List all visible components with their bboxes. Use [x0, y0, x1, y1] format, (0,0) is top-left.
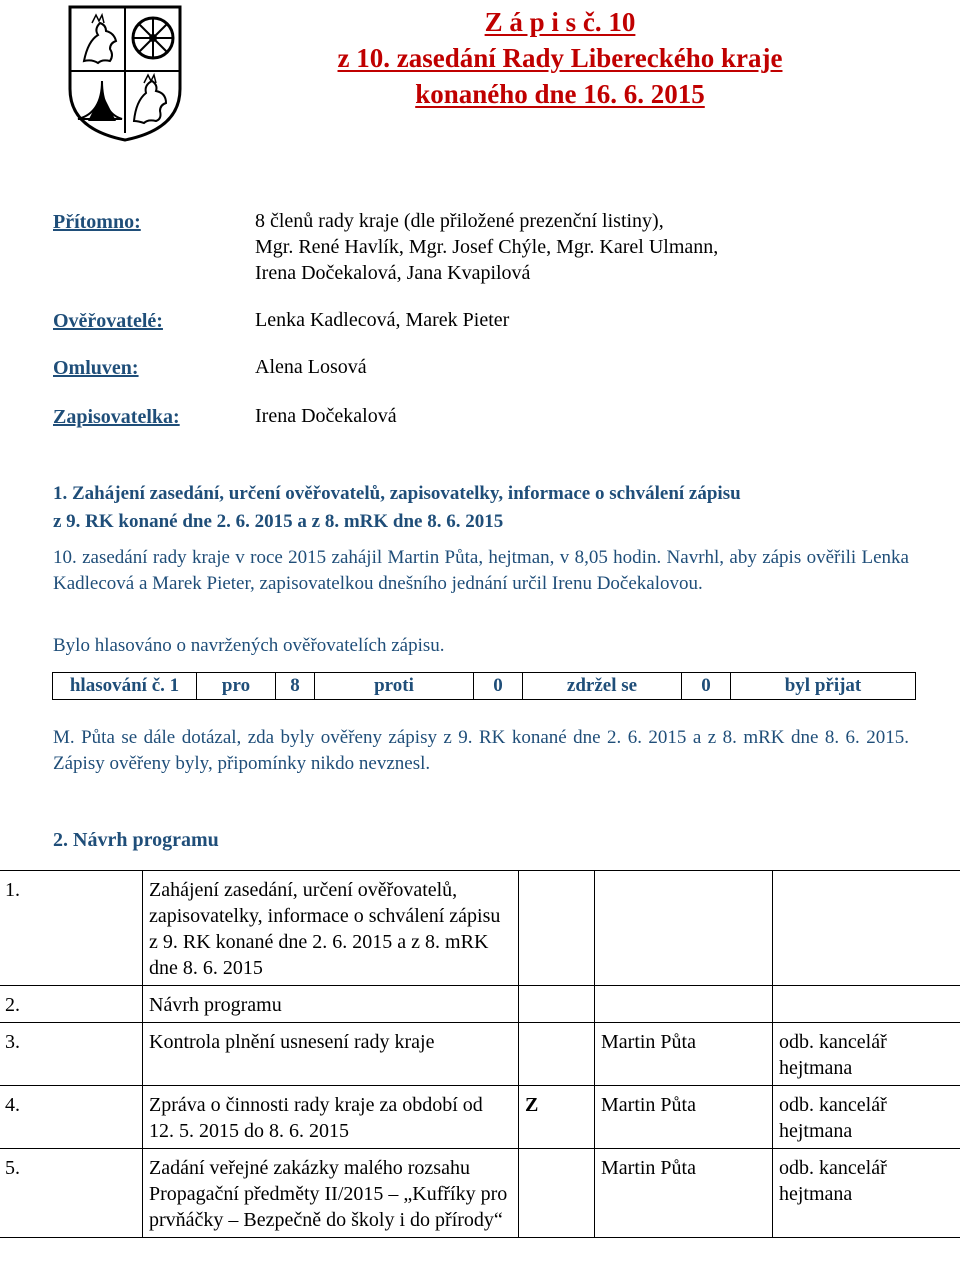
section-2-heading: 2. Návrh programu	[53, 829, 219, 851]
program-item-number: 1.	[0, 871, 143, 986]
program-item-department: odb. kancelář hejtmana	[773, 1023, 960, 1086]
program-item-number: 4.	[0, 1086, 143, 1149]
program-item-title: Kontrola plnění usnesení rady kraje	[143, 1023, 519, 1086]
program-row	[0, 1086, 960, 1149]
vote-against-label: proti	[315, 673, 474, 700]
vote-row	[53, 673, 916, 700]
program-item-presenter: Martin Půta	[595, 1023, 773, 1086]
present-label: Přítomno:	[53, 211, 141, 233]
vote-abstain-label: zdržel se	[523, 673, 682, 700]
recorder-label: Zapisovatelka:	[53, 406, 180, 428]
coat-of-arms-logo	[66, 3, 184, 143]
program-item-number: 5.	[0, 1149, 143, 1238]
document-title: Z á p i s č. 10	[484, 7, 636, 37]
vote-abstain-count: 0	[682, 673, 731, 700]
program-item-department: odb. kancelář hejtmana	[773, 1149, 960, 1238]
program-item-mark	[519, 1023, 595, 1086]
program-item-title: Zpráva o činnosti rady kraje za období od 12. 5. 2015 do 8. 6. 2015	[143, 1086, 519, 1149]
vote-table	[52, 672, 916, 700]
present-line-3: Irena Dočekalová, Jana Kvapilová	[255, 262, 531, 284]
program-item-title: Zahájení zasedání, určení ověřovatelů, zapisovatelky, informace o schválení zápisu z 9. RK konané dne 2. 6. 2015 a z 8. mRK dne 8. 6. 2015	[143, 871, 519, 986]
vote-number: hlasování č. 1	[53, 673, 197, 700]
section-1-heading: 1. Zahájení zasedání, určení ověřovatelů, zapisovatelky, informace o schválení zápisu	[53, 483, 741, 504]
program-item-presenter	[595, 986, 773, 1023]
section-1-heading-cont: z 9. RK konané dne 2. 6. 2015 a z 8. mRK dne 8. 6. 2015	[53, 511, 504, 532]
document-subtitle: z 10. zasedání Rady Libereckého kraje	[337, 43, 783, 73]
vote-against-count: 0	[474, 673, 523, 700]
excused-value: Alena Losová	[255, 356, 367, 378]
present-line-1: 8 členů rady kraje (dle přiložené prezenční listiny),	[255, 210, 664, 232]
program-item-department	[773, 986, 960, 1023]
vote-for-label: pro	[197, 673, 276, 700]
verifiers-label: Ověřovatelé:	[53, 310, 163, 332]
present-line-2: Mgr. René Havlík, Mgr. Josef Chýle, Mgr. Karel Ulmann,	[255, 236, 719, 258]
excused-label: Omluven:	[53, 357, 139, 379]
program-item-number: 3.	[0, 1023, 143, 1086]
program-item-department: odb. kancelář hejtmana	[773, 1086, 960, 1149]
verifiers-value: Lenka Kadlecová, Marek Pieter	[255, 309, 510, 331]
section-1-paragraph: 10. zasedání rady kraje v roce 2015 zahájil Martin Půta, hejtman, v 8,05 hodin. Navrhl, aby zápis ověřili Lenka Kadlecová a Marek Pieter, zapisovatelkou dnešního jednání určil Irenu Dočekalovou.	[53, 547, 909, 594]
program-row	[0, 1023, 960, 1086]
section-1-closing-paragraph: M. Půta se dále dotázal, zda byly ověřeny zápisy z 9. RK konané dne 2. 6. 2015 a z 8. mRK dne 8. 6. 2015. Zápisy ověřeny byly, připomínky nikdo nevznesl.	[53, 727, 909, 774]
program-item-mark	[519, 871, 595, 986]
program-item-title: Zadání veřejné zakázky malého rozsahu Propagační předměty II/2015 – „Kufříky pro prvňáčky – Bezpečně do školy i do přírody“	[143, 1149, 519, 1238]
program-item-mark	[519, 986, 595, 1023]
program-item-title: Návrh programu	[143, 986, 519, 1023]
program-row	[0, 1149, 960, 1238]
program-row	[0, 871, 960, 986]
program-item-mark: Z	[519, 1086, 595, 1149]
program-item-presenter	[595, 871, 773, 986]
program-item-presenter: Martin Půta	[595, 1149, 773, 1238]
section-1-vote-intro: Bylo hlasováno o navržených ověřovatelích zápisu.	[53, 635, 445, 656]
program-item-mark	[519, 1149, 595, 1238]
vote-result: byl přijat	[731, 673, 916, 700]
program-row	[0, 986, 960, 1023]
vote-for-count: 8	[276, 673, 315, 700]
program-item-presenter: Martin Půta	[595, 1086, 773, 1149]
program-item-number: 2.	[0, 986, 143, 1023]
program-table	[0, 870, 960, 1238]
recorder-value: Irena Dočekalová	[255, 405, 397, 427]
document-date: konaného dne 16. 6. 2015	[415, 79, 705, 109]
program-item-department	[773, 871, 960, 986]
